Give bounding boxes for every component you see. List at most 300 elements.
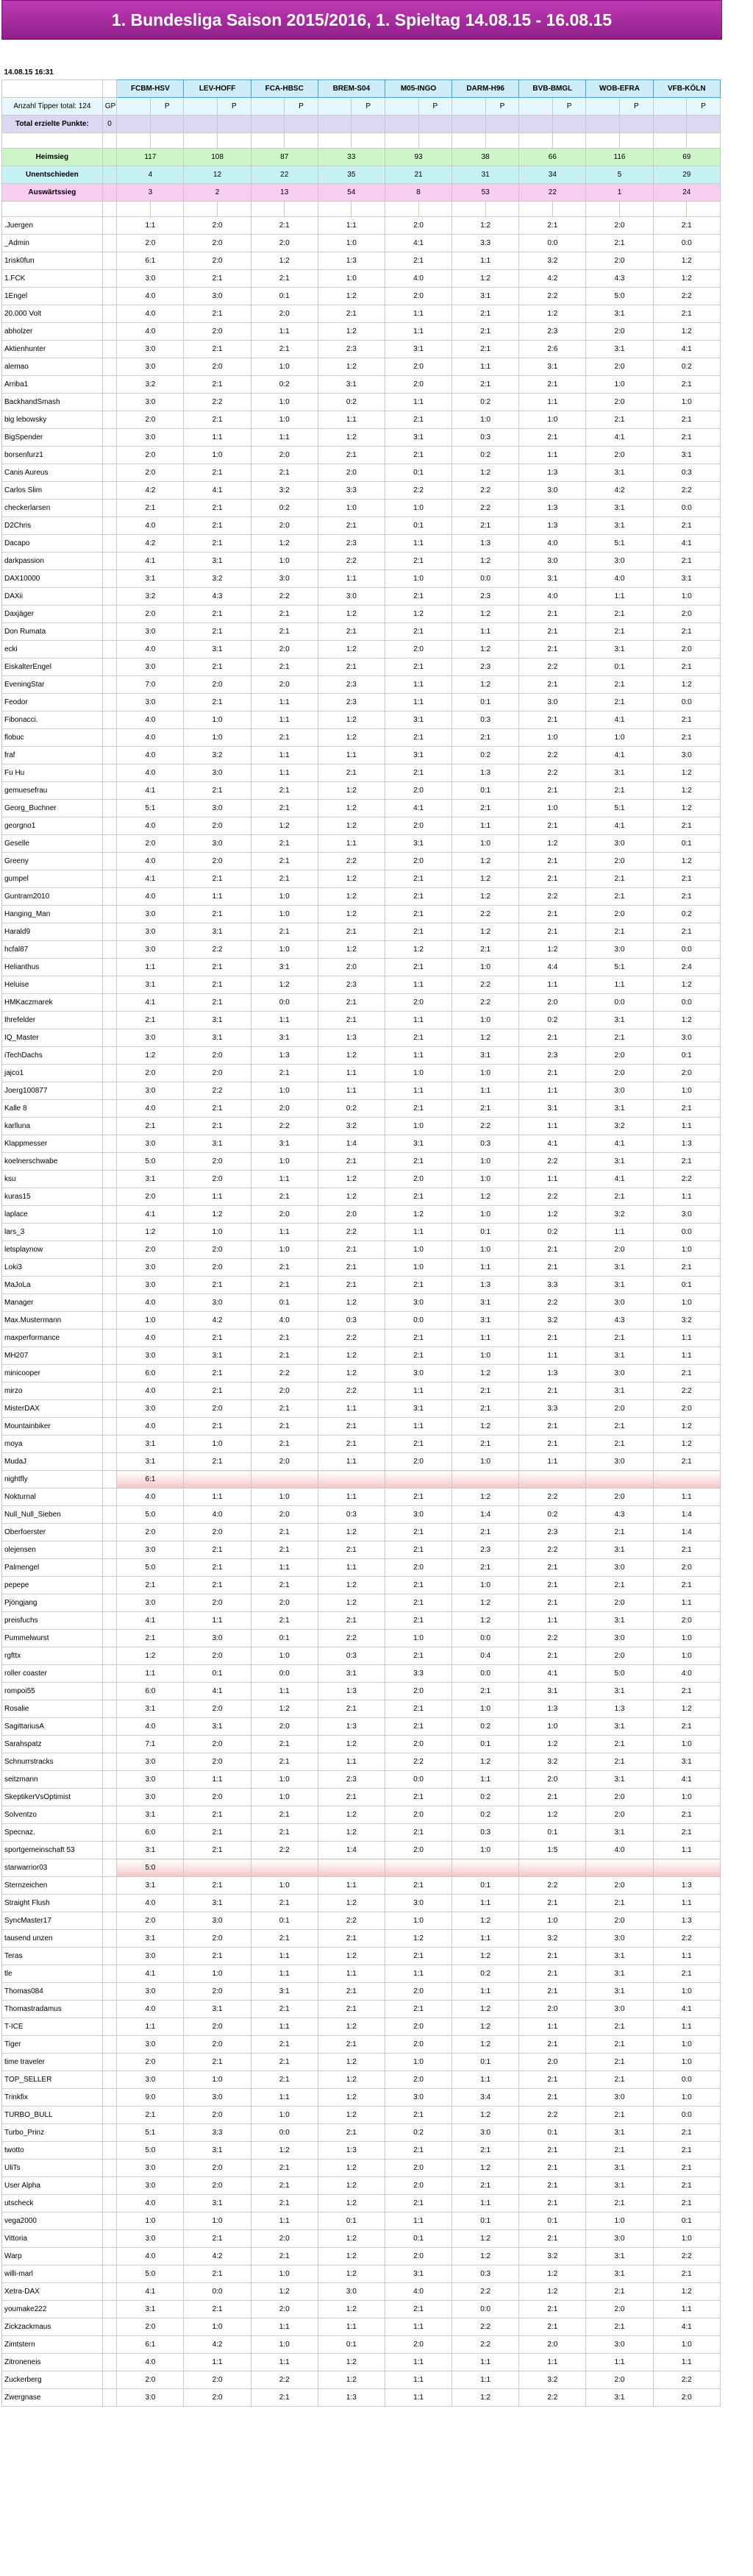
tip-value: 5:0 bbox=[586, 1665, 653, 1683]
tip-value: 0:0 bbox=[653, 1224, 720, 1241]
tipper-row bbox=[2, 305, 721, 323]
gp-value bbox=[102, 976, 117, 994]
tip-value: 1:0 bbox=[653, 2036, 720, 2054]
tip-value: 3:1 bbox=[586, 1718, 653, 1736]
tip-value: 2:0 bbox=[117, 2318, 184, 2336]
gp-value bbox=[102, 782, 117, 800]
tip-value: 3:1 bbox=[586, 1948, 653, 1965]
tip-value: 2:1 bbox=[385, 1541, 452, 1559]
tip-value: 2:0 bbox=[251, 1718, 318, 1736]
tip-value: 1:2 bbox=[318, 323, 385, 341]
tip-value: 2:2 bbox=[452, 2336, 519, 2354]
tip-value: 2:1 bbox=[184, 1365, 251, 1383]
tip-value: 0:0 bbox=[653, 994, 720, 1012]
tip-col-label bbox=[318, 98, 351, 116]
tip-value: 1:0 bbox=[452, 835, 519, 853]
tip-value: 1:2 bbox=[318, 2265, 385, 2283]
tip-value: 1:2 bbox=[318, 1948, 385, 1965]
tip-value: 3:1 bbox=[586, 1824, 653, 1842]
tip-value: 2:1 bbox=[586, 623, 653, 641]
tip-value: 1:0 bbox=[184, 1224, 251, 1241]
tip-value: 1:1 bbox=[452, 817, 519, 835]
tip-value: 0:1 bbox=[452, 694, 519, 712]
tipper-name: checkerlarsen bbox=[2, 500, 103, 517]
tip-value: 3:1 bbox=[117, 1842, 184, 1859]
tip-value: 4:1 bbox=[117, 2283, 184, 2301]
tipper-row bbox=[2, 870, 721, 888]
tip-value: 2:2 bbox=[385, 482, 452, 500]
tip-value: 2:1 bbox=[653, 1259, 720, 1277]
gp-value bbox=[102, 1912, 117, 1930]
tip-value: 2:1 bbox=[385, 2195, 452, 2213]
tip-value: 3:0 bbox=[586, 1294, 653, 1312]
tip-value: 3:0 bbox=[184, 1630, 251, 1647]
tip-value: 2:1 bbox=[385, 1188, 452, 1206]
tip-value: 1:0 bbox=[452, 1065, 519, 1082]
tip-value: 0:2 bbox=[452, 1718, 519, 1736]
tipper-name: ecki bbox=[2, 641, 103, 659]
gp-value bbox=[102, 1683, 117, 1700]
tip-value: 2:1 bbox=[251, 2054, 318, 2071]
gp-value bbox=[102, 1153, 117, 1171]
tip-value: 3:1 bbox=[184, 2142, 251, 2160]
tip-value: 1:2 bbox=[385, 1930, 452, 1948]
time-label: 16:31 bbox=[32, 68, 54, 77]
tip-value: 1:3 bbox=[519, 517, 586, 535]
tipper-name: 1Engel bbox=[2, 288, 103, 305]
tip-value: 2:0 bbox=[184, 1647, 251, 1665]
tip-value: 2:2 bbox=[184, 1082, 251, 1100]
tip-value: 2:2 bbox=[653, 1930, 720, 1948]
tip-value: 2:1 bbox=[385, 553, 452, 570]
gp-value bbox=[102, 1224, 117, 1241]
tip-value: 2:1 bbox=[653, 1965, 720, 1983]
tip-missing bbox=[385, 1859, 452, 1877]
tip-value: 1:3 bbox=[653, 1877, 720, 1895]
tip-value: 1:2 bbox=[452, 853, 519, 870]
tip-value: 2:1 bbox=[251, 1259, 318, 1277]
stat-value: 69 bbox=[653, 149, 720, 166]
tip-value: 1:1 bbox=[318, 1877, 385, 1895]
tipper-name: Harald9 bbox=[2, 923, 103, 941]
tipper-name: Carlos Slim bbox=[2, 482, 103, 500]
empty-cell bbox=[418, 116, 452, 133]
tipper-name: Specnaz. bbox=[2, 1824, 103, 1842]
tip-value: 2:1 bbox=[117, 2107, 184, 2124]
gp-value bbox=[102, 1188, 117, 1206]
tip-value: 3:0 bbox=[117, 923, 184, 941]
tip-value: 2:0 bbox=[385, 1842, 452, 1859]
tipper-row bbox=[2, 2230, 721, 2248]
gp-value bbox=[102, 1965, 117, 1983]
stat-value: 34 bbox=[519, 166, 586, 184]
gp-value bbox=[102, 1489, 117, 1506]
tip-value: 2:3 bbox=[452, 659, 519, 676]
empty-cell bbox=[117, 133, 151, 149]
tip-value: 1:2 bbox=[117, 1647, 184, 1665]
tip-value: 3:1 bbox=[385, 2265, 452, 2283]
tip-value: 2:1 bbox=[519, 2318, 586, 2336]
tip-value: 2:1 bbox=[586, 923, 653, 941]
tip-value: 2:1 bbox=[653, 2142, 720, 2160]
tipper-name: willi-marl bbox=[2, 2265, 103, 2283]
tip-value: 2:0 bbox=[586, 853, 653, 870]
tip-value: 2:1 bbox=[586, 235, 653, 252]
tip-missing bbox=[452, 1471, 519, 1489]
tip-value: 2:0 bbox=[184, 358, 251, 376]
stat-value: 4 bbox=[117, 166, 184, 184]
tipper-row bbox=[2, 2054, 721, 2071]
tip-value: 2:1 bbox=[318, 1418, 385, 1436]
tip-value: 4:0 bbox=[117, 888, 184, 906]
tip-value: 4:1 bbox=[117, 1965, 184, 1983]
tipper-row bbox=[2, 941, 721, 959]
tip-value: 1:1 bbox=[385, 676, 452, 694]
tip-value: 0:3 bbox=[318, 1506, 385, 1524]
tip-value: 3:0 bbox=[117, 1400, 184, 1418]
match-header: LEV-HOFF bbox=[184, 80, 251, 98]
empty-cell bbox=[150, 65, 184, 80]
tipper-name: starwarrior03 bbox=[2, 1859, 103, 1877]
tip-value: 1:2 bbox=[318, 1171, 385, 1188]
tip-value: 1:1 bbox=[318, 1489, 385, 1506]
tip-value: 0:0 bbox=[251, 1665, 318, 1683]
tipper-row bbox=[2, 288, 721, 305]
tipper-row bbox=[2, 429, 721, 447]
tip-value: 0:3 bbox=[653, 464, 720, 482]
tipper-name: Max.Mustermann bbox=[2, 1312, 103, 1330]
tip-value: 3:0 bbox=[586, 553, 653, 570]
tip-value: 1:1 bbox=[519, 447, 586, 464]
gp-value bbox=[102, 1241, 117, 1259]
tip-value: 2:1 bbox=[653, 923, 720, 941]
tip-value: 2:2 bbox=[251, 588, 318, 606]
tip-value: 1:2 bbox=[385, 606, 452, 623]
stat-value: 66 bbox=[519, 149, 586, 166]
tip-value: 1:2 bbox=[653, 1436, 720, 1453]
tipper-name: User Alpha bbox=[2, 2177, 103, 2195]
tipper-name: Greeny bbox=[2, 853, 103, 870]
tip-value: 3:2 bbox=[586, 1118, 653, 1135]
tip-value: 1:0 bbox=[519, 411, 586, 429]
tip-value: 2:1 bbox=[184, 500, 251, 517]
gp-value bbox=[102, 623, 117, 641]
empty-cell bbox=[385, 133, 418, 149]
tip-value: 5:0 bbox=[117, 1153, 184, 1171]
tipper-name: Zickzackmaus bbox=[2, 2318, 103, 2336]
tip-value: 4:0 bbox=[117, 1383, 184, 1400]
tip-value: 3:0 bbox=[117, 429, 184, 447]
tip-value: 1:1 bbox=[452, 2195, 519, 2213]
tip-value: 2:1 bbox=[519, 923, 586, 941]
tip-value: 2:1 bbox=[251, 623, 318, 641]
tip-value: 3:0 bbox=[586, 1453, 653, 1471]
tip-value: 2:0 bbox=[184, 1736, 251, 1753]
tip-value: 4:3 bbox=[586, 1312, 653, 1330]
tip-value: 2:1 bbox=[251, 464, 318, 482]
empty-cell bbox=[519, 65, 553, 80]
tipper-row bbox=[2, 1541, 721, 1559]
tip-value: 4:2 bbox=[184, 2336, 251, 2354]
tip-value: 0:2 bbox=[452, 1789, 519, 1806]
tip-value: 1:1 bbox=[452, 252, 519, 270]
tip-value: 3:1 bbox=[586, 2265, 653, 2283]
tipper-row bbox=[2, 888, 721, 906]
tip-value: 4:0 bbox=[117, 288, 184, 305]
tip-value: 3:1 bbox=[117, 1877, 184, 1895]
tip-value: 4:0 bbox=[519, 588, 586, 606]
tip-value: 2:2 bbox=[653, 1171, 720, 1188]
tip-value: 2:1 bbox=[385, 447, 452, 464]
tip-value: 2:1 bbox=[653, 553, 720, 570]
tip-value: 2:1 bbox=[586, 2071, 653, 2089]
tip-value: 4:1 bbox=[519, 1135, 586, 1153]
tip-value: 1:1 bbox=[385, 305, 452, 323]
match-header: VFB-KÖLN bbox=[653, 80, 720, 98]
tip-value: 0:1 bbox=[318, 2213, 385, 2230]
tip-value: 1:1 bbox=[653, 1330, 720, 1347]
tip-value: 2:0 bbox=[653, 641, 720, 659]
tip-value: 3:0 bbox=[519, 482, 586, 500]
tip-value: 0:1 bbox=[519, 2213, 586, 2230]
tip-value: 2:2 bbox=[251, 2371, 318, 2389]
tip-value: 4:1 bbox=[519, 1665, 586, 1683]
tip-value: 2:1 bbox=[519, 2230, 586, 2248]
tip-value: 2:1 bbox=[385, 1577, 452, 1594]
tip-value: 3:1 bbox=[586, 517, 653, 535]
gp-value bbox=[102, 2265, 117, 2283]
tip-value: 3:1 bbox=[184, 2195, 251, 2213]
tip-value: 2:0 bbox=[385, 2248, 452, 2265]
tip-value: 2:0 bbox=[251, 2230, 318, 2248]
tip-value: 1:2 bbox=[452, 606, 519, 623]
tipper-row bbox=[2, 1718, 721, 1736]
tip-value: 0:0 bbox=[452, 1665, 519, 1683]
tip-value: 1:2 bbox=[318, 1188, 385, 1206]
tip-value: 3:1 bbox=[318, 376, 385, 394]
tipper-row bbox=[2, 2248, 721, 2265]
tipper-name: TOP_SELLER bbox=[2, 2071, 103, 2089]
tip-value: 1:1 bbox=[452, 1330, 519, 1347]
tip-value: 9:0 bbox=[117, 2089, 184, 2107]
tip-value: 2:1 bbox=[318, 764, 385, 782]
tip-value: 1:0 bbox=[452, 1206, 519, 1224]
tip-value: 2:1 bbox=[586, 411, 653, 429]
date-row bbox=[2, 65, 721, 80]
tip-value: 1:2 bbox=[318, 941, 385, 959]
tip-value: 1:3 bbox=[318, 1683, 385, 1700]
tip-value: 1:1 bbox=[251, 1559, 318, 1577]
tipper-name: Oberfoerster bbox=[2, 1524, 103, 1541]
tip-value: 1:2 bbox=[452, 870, 519, 888]
tip-value: 3:3 bbox=[452, 235, 519, 252]
tip-value: 4:1 bbox=[117, 782, 184, 800]
tip-value: 2:1 bbox=[519, 606, 586, 623]
tip-value: 2:1 bbox=[318, 517, 385, 535]
tip-value: 4:2 bbox=[184, 1312, 251, 1330]
stat-value: 87 bbox=[251, 149, 318, 166]
stat-row-home bbox=[2, 149, 721, 166]
tip-value: 1:0 bbox=[653, 1630, 720, 1647]
tip-value: 4:0 bbox=[117, 1718, 184, 1736]
tip-value: 1:2 bbox=[318, 1047, 385, 1065]
tipper-row bbox=[2, 1436, 721, 1453]
tip-value: 2:1 bbox=[653, 2177, 720, 2195]
tipper-name: Sarahspatz bbox=[2, 1736, 103, 1753]
tip-value: 2:1 bbox=[184, 1453, 251, 1471]
tip-value: 2:0 bbox=[586, 1241, 653, 1259]
tip-value: 2:1 bbox=[452, 517, 519, 535]
tip-value: 3:0 bbox=[586, 1082, 653, 1100]
tipper-row bbox=[2, 2389, 721, 2407]
tip-value: 3:1 bbox=[184, 1029, 251, 1047]
tip-value: 2:2 bbox=[653, 288, 720, 305]
tip-value: 3:0 bbox=[117, 1347, 184, 1365]
gp-value bbox=[102, 1859, 117, 1877]
tipper-row bbox=[2, 959, 721, 976]
tip-value: 2:0 bbox=[385, 2160, 452, 2177]
tipper-name: Null_Null_Sieben bbox=[2, 1506, 103, 1524]
tip-value: 2:1 bbox=[519, 782, 586, 800]
tip-value: 2:1 bbox=[519, 1559, 586, 1577]
gp-value bbox=[102, 2124, 117, 2142]
tip-missing bbox=[318, 1859, 385, 1877]
tip-value: 2:0 bbox=[117, 606, 184, 623]
date-time bbox=[2, 65, 117, 80]
tip-value: 1:1 bbox=[117, 217, 184, 235]
tip-value: 2:1 bbox=[586, 870, 653, 888]
tip-value: 2:1 bbox=[653, 217, 720, 235]
tip-value: 1:2 bbox=[653, 764, 720, 782]
tip-value: 2:1 bbox=[586, 1330, 653, 1347]
tip-value: 2:2 bbox=[653, 2371, 720, 2389]
tip-value: 2:1 bbox=[318, 1153, 385, 1171]
tip-value: 2:1 bbox=[117, 1012, 184, 1029]
gp-value bbox=[102, 358, 117, 376]
tipper-name: Turbo_Prinz bbox=[2, 2124, 103, 2142]
tipper-name: nightfly bbox=[2, 1471, 103, 1489]
empty-cell bbox=[619, 65, 653, 80]
tip-value: 3:0 bbox=[117, 1135, 184, 1153]
gp-value bbox=[102, 305, 117, 323]
tipper-row bbox=[2, 994, 721, 1012]
empty-cell bbox=[687, 65, 721, 80]
tipper-name: rgfttx bbox=[2, 1647, 103, 1665]
tip-value: 2:0 bbox=[184, 1171, 251, 1188]
tip-value: 2:0 bbox=[251, 305, 318, 323]
tip-value: 2:1 bbox=[385, 1647, 452, 1665]
tip-value: 0:2 bbox=[653, 358, 720, 376]
tipper-row bbox=[2, 2001, 721, 2018]
tip-value: 2:2 bbox=[653, 482, 720, 500]
tip-value: 2:0 bbox=[519, 1771, 586, 1789]
tipper-total-label: Anzahl Tipper total: 124 bbox=[2, 98, 103, 116]
tip-value: 3:2 bbox=[251, 482, 318, 500]
tip-value: 1:2 bbox=[318, 782, 385, 800]
tip-value: 1:1 bbox=[385, 2371, 452, 2389]
stat-label: Unentschieden bbox=[2, 166, 103, 184]
tipper-row bbox=[2, 1065, 721, 1082]
tip-value: 2:1 bbox=[452, 305, 519, 323]
tip-value: 1:0 bbox=[586, 376, 653, 394]
tip-value: 3:0 bbox=[184, 1294, 251, 1312]
tip-value: 4:1 bbox=[385, 235, 452, 252]
tip-value: 2:0 bbox=[184, 252, 251, 270]
tip-value: 2:3 bbox=[318, 1771, 385, 1789]
tip-value: 1:1 bbox=[452, 358, 519, 376]
tip-value: 1:3 bbox=[519, 1365, 586, 1383]
tip-value: 2:1 bbox=[519, 429, 586, 447]
tip-value: 2:1 bbox=[653, 1683, 720, 1700]
tip-value: 2:1 bbox=[653, 2124, 720, 2142]
tip-value: 2:1 bbox=[385, 1277, 452, 1294]
gp-value bbox=[102, 2195, 117, 2213]
tip-value: 3:0 bbox=[586, 1365, 653, 1383]
tipper-row bbox=[2, 1118, 721, 1135]
tip-value: 2:0 bbox=[184, 1065, 251, 1082]
tip-value: 2:1 bbox=[452, 1100, 519, 1118]
tip-value: 1:2 bbox=[653, 323, 720, 341]
tip-value: 0:0 bbox=[653, 500, 720, 517]
gp-value bbox=[102, 2318, 117, 2336]
tip-value: 2:1 bbox=[653, 870, 720, 888]
tip-value: 3:2 bbox=[519, 1753, 586, 1771]
tip-value: 1:1 bbox=[452, 2071, 519, 2089]
tip-value: 1:2 bbox=[318, 2301, 385, 2318]
tip-value: 0:1 bbox=[452, 2054, 519, 2071]
gp-value bbox=[102, 2248, 117, 2265]
stat-value: 117 bbox=[117, 149, 184, 166]
tip-value: 3:0 bbox=[452, 2124, 519, 2142]
tip-value: 3:0 bbox=[117, 1948, 184, 1965]
tip-value: 2:2 bbox=[251, 1365, 318, 1383]
tip-value: 0:2 bbox=[653, 906, 720, 923]
tip-value: 1:2 bbox=[318, 2071, 385, 2089]
tipper-row bbox=[2, 606, 721, 623]
tipper-row bbox=[2, 676, 721, 694]
tip-value: 2:0 bbox=[117, 835, 184, 853]
tip-value: 0:3 bbox=[318, 1312, 385, 1330]
empty-cell bbox=[184, 202, 218, 217]
tip-value: 1:0 bbox=[251, 1082, 318, 1100]
tip-value: 3:0 bbox=[184, 764, 251, 782]
tip-value: 2:0 bbox=[184, 1047, 251, 1065]
tip-value: 3:0 bbox=[385, 1895, 452, 1912]
tip-value: 2:1 bbox=[653, 1365, 720, 1383]
corner-gp bbox=[102, 80, 117, 98]
tipper-name: DAXii bbox=[2, 588, 103, 606]
tip-value: 2:1 bbox=[385, 1029, 452, 1047]
gp-value bbox=[102, 1082, 117, 1100]
tip-value: 2:2 bbox=[452, 976, 519, 994]
tip-value: 2:1 bbox=[519, 1577, 586, 1594]
tip-value: 2:0 bbox=[385, 817, 452, 835]
empty-cell bbox=[619, 133, 653, 149]
tip-value: 1:1 bbox=[385, 1965, 452, 1983]
tip-value: 2:1 bbox=[184, 1559, 251, 1577]
page-title: 1. Bundesliga Saison 2015/2016, 1. Spieltag 14.08.15 - 16.08.15 bbox=[1, 0, 722, 40]
tip-value: 3:1 bbox=[586, 2389, 653, 2407]
tip-value: 1:0 bbox=[452, 1577, 519, 1594]
tip-value: 2:1 bbox=[318, 1012, 385, 1029]
empty-cell bbox=[351, 116, 385, 133]
tip-value: 1:2 bbox=[452, 1029, 519, 1047]
tip-value: 3:1 bbox=[586, 1100, 653, 1118]
tip-value: 4:0 bbox=[117, 764, 184, 782]
tip-value: 2:1 bbox=[586, 1577, 653, 1594]
tip-value: 2:1 bbox=[385, 659, 452, 676]
empty-cell bbox=[485, 116, 519, 133]
